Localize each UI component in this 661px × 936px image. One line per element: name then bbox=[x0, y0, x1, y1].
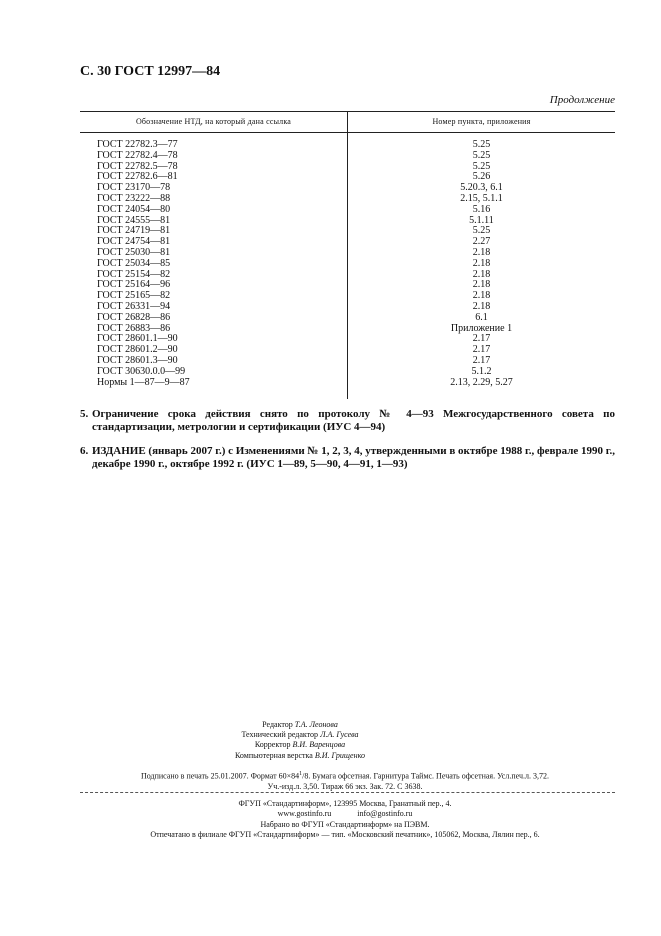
document-designation: ГОСТ 25164—96 bbox=[97, 279, 171, 291]
clause-number: 5.1.11 bbox=[469, 214, 494, 226]
clause-number: 2.15, 5.1.1 bbox=[460, 192, 503, 204]
clause-number: 5.1.2 bbox=[471, 365, 492, 377]
clause-number: Приложение 1 bbox=[450, 322, 513, 334]
clause-number: 2.18 bbox=[472, 300, 491, 312]
clause-number: 2.17 bbox=[472, 354, 491, 366]
document-designation: ГОСТ 23222—88 bbox=[97, 192, 171, 204]
credit-role: Корректор bbox=[254, 740, 291, 750]
credit-name: Т.А. Леонова bbox=[294, 720, 338, 729]
document-designation: Нормы 1—87—9—87 bbox=[97, 376, 190, 388]
document-designation: ГОСТ 25165—82 bbox=[97, 290, 171, 302]
imprint-line-1 bbox=[60, 769, 630, 782]
note-text: ИЗДАНИЕ (январь 2007 г.) с Изменениями № 1, 2, 3, 4, утвержденными в октябре 1988 г., феврале 1990 г., декабре 1990 г., октябре 1992 г. (ИУС 1—89, 5—90, 4—91, 1—93) bbox=[92, 445, 616, 470]
table-row bbox=[80, 259, 615, 270]
document-designation: ГОСТ 22782.5—78 bbox=[97, 160, 178, 172]
credit-name: В.И. Грищенко bbox=[314, 750, 366, 760]
credit-line bbox=[150, 720, 450, 730]
imprint-block bbox=[60, 769, 630, 793]
clause-number: 5.25 bbox=[472, 139, 491, 150]
imprint-line-2: Уч.-изд.л. 3,50. Тираж 66 экз. Зак. 72. С 3638. bbox=[267, 782, 423, 792]
dashed-divider bbox=[80, 792, 615, 793]
document-designation: ГОСТ 22782.6—81 bbox=[97, 171, 178, 183]
printing-note: Отпечатано в филиале ФГУП «Стандартинформ» — тип. «Московский печатник», 105062, Москва, Лялин пер., 6. bbox=[150, 829, 540, 839]
note-6 bbox=[80, 445, 615, 471]
website-link[interactable]: www.gostinfo.ru bbox=[277, 809, 332, 819]
publisher-block bbox=[60, 799, 630, 840]
document-designation: ГОСТ 24054—80 bbox=[97, 203, 171, 215]
document-designation: ГОСТ 24754—81 bbox=[97, 236, 171, 248]
clause-number: 5.26 bbox=[472, 171, 491, 183]
document-designation: ГОСТ 24555—81 bbox=[97, 214, 171, 226]
credit-name: В.И. Варенцова bbox=[292, 740, 346, 750]
credit-role: Технический редактор bbox=[241, 730, 319, 740]
document-designation: ГОСТ 25154—82 bbox=[97, 268, 171, 280]
clause-number: 2.18 bbox=[472, 257, 491, 269]
clause-number: 2.18 bbox=[472, 246, 491, 258]
imprint-text: Подписано в печать 25.01.2007. Формат 60×84 bbox=[141, 771, 300, 781]
note-number: 5. bbox=[80, 408, 89, 420]
header-rule bbox=[80, 132, 615, 133]
format-denominator: /8 bbox=[302, 771, 309, 781]
document-designation: ГОСТ 28601.1—90 bbox=[97, 333, 178, 345]
format-exponent: 1 bbox=[299, 771, 303, 777]
page-title: С. 30 ГОСТ 12997—84 bbox=[80, 64, 221, 79]
credits-block bbox=[150, 720, 450, 761]
note-5 bbox=[80, 408, 615, 434]
table-row bbox=[80, 205, 615, 216]
document-designation: ГОСТ 28601.3—90 bbox=[97, 354, 178, 366]
typesetting-note: Набрано во ФГУП «Стандартинформ» на ПЭВМ. bbox=[260, 819, 430, 829]
column-header-clause: Номер пункта, приложения bbox=[432, 117, 531, 126]
note-text: Ограничение срока действия снято по протоколу № 4—93 Межгосударственного совета по стандартизации, метрологии и сертификации (ИУС 4—94) bbox=[92, 408, 615, 433]
clause-number: 5.25 bbox=[472, 160, 491, 172]
clause-number: 5.25 bbox=[472, 149, 491, 161]
document-designation: ГОСТ 22782.3—77 bbox=[97, 139, 178, 150]
imprint-text: . Бумага офсетная. Гарнитура Таймс. Печать офсетная. Усл.печ.л. 3,72. bbox=[308, 771, 549, 781]
credit-line bbox=[150, 751, 450, 761]
clause-number: 5.25 bbox=[472, 225, 491, 237]
clause-number: 5.20.3, 6.1 bbox=[460, 182, 503, 194]
clause-number: 2.18 bbox=[472, 290, 491, 302]
document-designation: ГОСТ 26828—86 bbox=[97, 311, 171, 323]
credit-role: Компьютерная верстка bbox=[234, 750, 313, 760]
credit-line bbox=[150, 730, 450, 740]
table-row bbox=[80, 378, 615, 389]
note-number: 6. bbox=[80, 445, 89, 457]
document-designation: ГОСТ 30630.0.0—99 bbox=[97, 365, 186, 377]
clause-number: 2.13, 2.29, 5.27 bbox=[450, 376, 513, 388]
email-link[interactable]: info@gostinfo.ru bbox=[357, 809, 413, 819]
document-designation: ГОСТ 28601.2—90 bbox=[97, 344, 178, 356]
credit-line bbox=[150, 740, 450, 750]
document-designation: ГОСТ 25030—81 bbox=[97, 246, 171, 258]
clause-number: 2.27 bbox=[472, 236, 491, 248]
document-designation: ГОСТ 23170—78 bbox=[97, 182, 171, 194]
reference-table bbox=[80, 111, 615, 399]
document-designation: ГОСТ 22782.4—78 bbox=[97, 149, 178, 161]
clause-number: 5.16 bbox=[472, 203, 491, 215]
clause-number: 2.17 bbox=[472, 344, 491, 356]
publisher-address: ФГУП «Стандартинформ», 123995 Москва, Гранатный пер., 4. bbox=[238, 799, 452, 808]
document-designation: ГОСТ 26883—86 bbox=[97, 322, 171, 334]
document-designation: ГОСТ 24719—81 bbox=[97, 225, 171, 237]
publisher-contacts bbox=[60, 809, 630, 819]
credit-role: Редактор bbox=[262, 720, 293, 729]
column-header-document: Обозначение НТД, на который дана ссылка bbox=[135, 117, 292, 126]
continuation-label: Продолжение bbox=[549, 94, 615, 106]
credit-name: Л.А. Гусева bbox=[320, 730, 359, 740]
clause-number: 2.17 bbox=[472, 333, 491, 345]
document-designation: ГОСТ 25034—85 bbox=[97, 257, 171, 269]
clause-number: 2.18 bbox=[472, 268, 491, 280]
clause-number: 6.1 bbox=[475, 311, 488, 323]
table-row bbox=[80, 151, 615, 162]
document-designation: ГОСТ 26331—94 bbox=[97, 300, 171, 312]
table-row bbox=[80, 367, 615, 378]
table-body bbox=[80, 140, 615, 388]
clause-number: 2.18 bbox=[472, 279, 491, 291]
table-row bbox=[80, 313, 615, 324]
